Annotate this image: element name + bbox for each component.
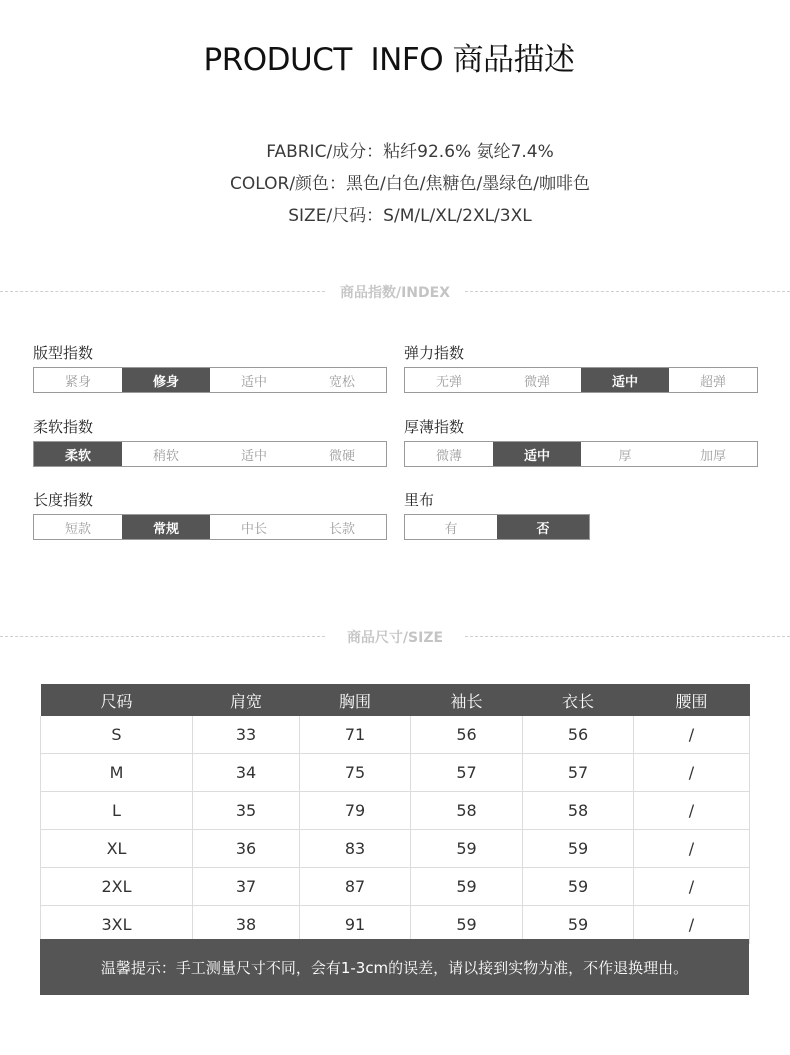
table-cell: 59 [411,868,523,906]
table-cell: 59 [411,830,523,868]
table-cell: 57 [523,754,634,792]
index-option-selected: 修身 [122,368,210,392]
size-table-body [41,716,750,944]
table-row [41,792,750,830]
size-divider [0,627,790,647]
index-scale [33,367,387,393]
table-row [41,906,750,944]
size-table [40,684,750,944]
index-title: 柔软指数 [33,418,94,436]
table-cell: 35 [193,792,300,830]
column-header: 肩宽 [193,684,300,716]
table-row [41,868,750,906]
color-info: COLOR/颜色：黑色/白色/焦糖色/墨绿色/咖啡色 [230,174,590,194]
index-option-selected: 适中 [581,368,669,392]
table-row [41,754,750,792]
table-cell: 37 [193,868,300,906]
index-option: 紧身 [64,374,91,390]
table-cell: / [634,830,750,868]
table-cell: 3XL [41,906,193,944]
table-cell: 71 [300,716,411,754]
table-cell: L [41,792,193,830]
table-cell: 38 [193,906,300,944]
column-header: 腰围 [634,684,750,716]
column-header: 胸围 [300,684,411,716]
table-cell: XL [41,830,193,868]
index-option: 微薄 [435,448,462,464]
table-cell: / [634,716,750,754]
index-option: 适中 [240,448,267,464]
table-cell: / [634,792,750,830]
table-cell: 59 [523,906,634,944]
table-cell: 58 [523,792,634,830]
divider-line-right [465,291,790,292]
measurement-tip: 温馨提示：手工测量尺寸不同，会有1-3cm的误差，请以接到实物为准，不作退换理由。 [40,939,749,995]
index-option: 短款 [64,521,91,537]
table-cell: / [634,754,750,792]
table-cell: 79 [300,792,411,830]
index-option: 加厚 [699,448,726,464]
table-cell: / [634,906,750,944]
index-title: 厚薄指数 [404,418,465,436]
table-row [41,716,750,754]
table-cell: 56 [523,716,634,754]
index-title: 长度指数 [33,491,94,509]
page-title: PRODUCT INFO 商品描述 [203,42,575,78]
table-cell: M [41,754,193,792]
index-scale [404,441,758,467]
index-option: 稍软 [152,448,179,464]
index-option: 长款 [328,521,355,537]
table-cell: 59 [523,868,634,906]
index-title: 版型指数 [33,344,94,362]
table-cell: 58 [411,792,523,830]
size-table-header [41,684,750,716]
index-option-selected: 适中 [493,442,581,466]
column-header: 尺码 [41,684,193,716]
table-cell: 34 [193,754,300,792]
table-cell: 57 [411,754,523,792]
table-cell: 87 [300,868,411,906]
size-section-label: 商品尺寸/SIZE [346,630,444,646]
index-scale [404,367,758,393]
table-row [41,830,750,868]
index-option: 微弹 [523,374,550,390]
index-option: 有 [444,521,458,537]
table-cell: S [41,716,193,754]
index-scale [33,514,387,540]
index-option-selected: 常规 [122,515,210,539]
index-title: 里布 [404,491,435,509]
table-cell: 56 [411,716,523,754]
index-title: 弹力指数 [404,344,465,362]
table-cell: / [634,868,750,906]
index-option: 宽松 [328,374,355,390]
index-option: 超弹 [699,374,726,390]
table-cell: 75 [300,754,411,792]
index-scale [404,514,590,540]
column-header: 袖长 [411,684,523,716]
divider-line-right [465,636,790,637]
column-header: 衣长 [523,684,634,716]
index-option: 无弹 [435,374,462,390]
index-option: 中长 [240,521,267,537]
table-cell: 83 [300,830,411,868]
size-info: SIZE/尺码：S/M/L/XL/2XL/3XL [288,206,532,226]
table-cell: 59 [523,830,634,868]
index-scale [33,441,387,467]
table-cell: 33 [193,716,300,754]
index-divider [0,282,790,302]
index-option-selected: 否 [497,515,589,539]
index-option: 适中 [240,374,267,390]
table-cell: 91 [300,906,411,944]
index-option: 厚 [618,448,632,464]
fabric-info: FABRIC/成分：粘纤92.6% 氨纶7.4% [266,142,554,162]
index-option: 微硬 [328,448,355,464]
index-option-selected: 柔软 [34,442,122,466]
index-section-label: 商品指数/INDEX [339,285,451,301]
table-cell: 36 [193,830,300,868]
table-cell: 2XL [41,868,193,906]
table-cell: 59 [411,906,523,944]
